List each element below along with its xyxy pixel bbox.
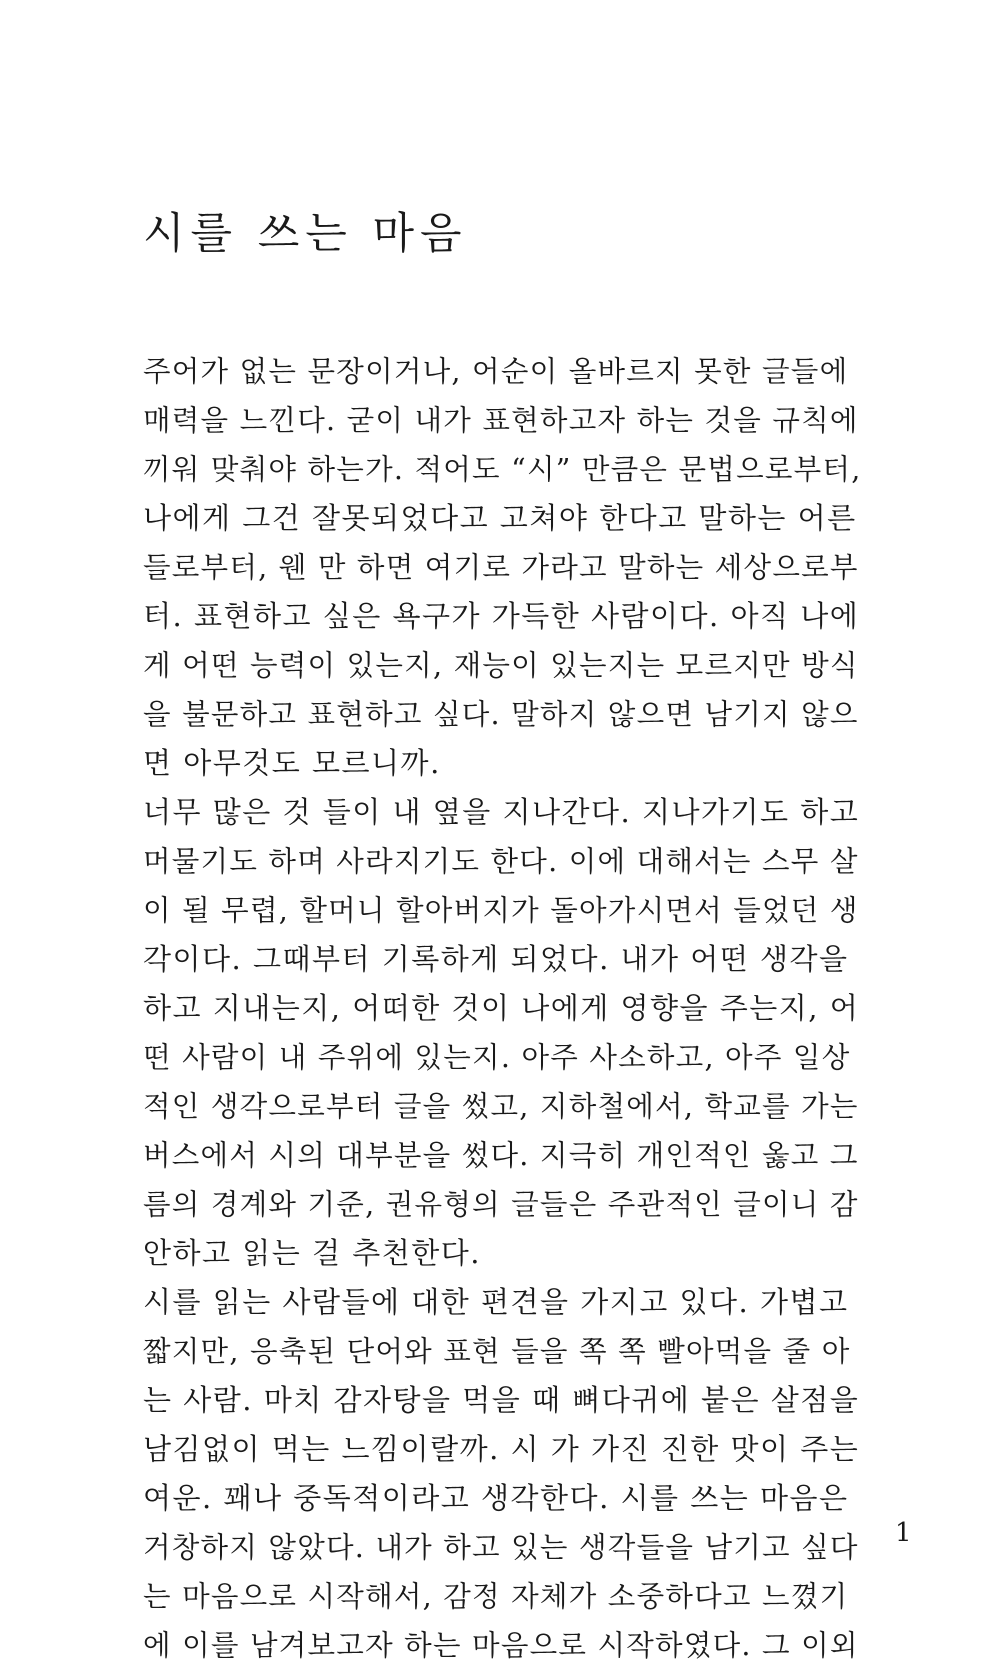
text-line: 시를 읽는 사람들에 대한 편견을 가지고 있다. 가볍고	[143, 1285, 849, 1319]
text-line: 남김없이 먹는 느낌이랄까. 시 가 가진 진한 맛이 주는	[143, 1432, 860, 1466]
text-line: 끼워 맞춰야 하는가. 적어도 “시” 만큼은 문법으로부터,	[143, 453, 862, 486]
text-line: 주어가 없는 문장이거나, 어순이 올바르지 못한 글들에	[143, 355, 849, 388]
text-line: 게 어떤 능력이 있는지, 재능이 있는지는 모르지만 방식	[143, 649, 859, 682]
chapter-title: 시를 쓰는 마음	[143, 209, 468, 259]
text-line: 을 불문하고 표현하고 싶다. 말하지 않으면 남기지 않으	[143, 698, 859, 731]
text-line: 안하고 읽는 걸 추천한다.	[143, 1236, 482, 1270]
text-line: 짧지만, 응축된 단어와 표현 들을 쪽 쪽 빨아먹을 줄 아	[143, 1335, 851, 1368]
text-line: 면 아무것도 모르니까.	[143, 746, 441, 780]
text-line: 떤 사람이 내 주위에 있는지. 아주 사소하고, 아주 일상	[143, 1041, 851, 1074]
text-line: 들로부터, 웬 만 하면 여기로 가라고 말하는 세상으로부	[143, 551, 859, 584]
page-number: 1	[895, 1518, 912, 1548]
text-line: 는 마음으로 시작해서, 감정 자체가 소중하다고 느꼈기	[143, 1580, 849, 1613]
text-line: 하고 지내는지, 어떠한 것이 나에게 영향을 주는지, 어	[143, 991, 860, 1025]
text-line: 터. 표현하고 싶은 욕구가 가득한 사람이다. 아직 나에	[143, 599, 860, 633]
text-line: 여운. 꽤나 중독적이라고 생각한다. 시를 쓰는 마음은	[143, 1481, 849, 1515]
text-line: 버스에서 시의 대부분을 썼다. 지극히 개인적인 옳고 그	[143, 1139, 859, 1172]
body-text	[143, 347, 863, 1670]
text-line: 매력을 느낀다. 굳이 내가 표현하고자 하는 것을 규칙에	[143, 404, 859, 437]
text-line: 나에게 그건 잘못되었다고 고쳐야 한다고 말하는 어른	[143, 501, 857, 535]
text-line: 이 될 무렵, 할머니 할아버지가 돌아가시면서 들었던 생	[143, 894, 859, 927]
text-line: 각이다. 그때부터 기록하게 되었다. 내가 어떤 생각을	[143, 942, 849, 976]
text-line: 적인 생각으로부터 글을 썼고, 지하철에서, 학교를 가는	[143, 1090, 859, 1123]
text-line: 머물기도 하며 사라지기도 한다. 이에 대해서는 스무 살	[143, 845, 859, 878]
text-line: 는 사람. 마치 감자탕을 먹을 때 뼈다귀에 붙은 살점을	[143, 1383, 860, 1417]
text-line: 너무 많은 것 들이 내 옆을 지나간다. 지나가기도 하고	[143, 795, 860, 829]
text-line: 에 이를 남겨보고자 하는 마음으로 시작하였다. 그 이외	[143, 1629, 859, 1662]
text-line: 거창하지 않았다. 내가 하고 있는 생각들을 남기고 싶다	[143, 1531, 859, 1564]
text-line: 름의 경계와 기준, 권유형의 글들은 주관적인 글이니 감	[143, 1188, 859, 1221]
